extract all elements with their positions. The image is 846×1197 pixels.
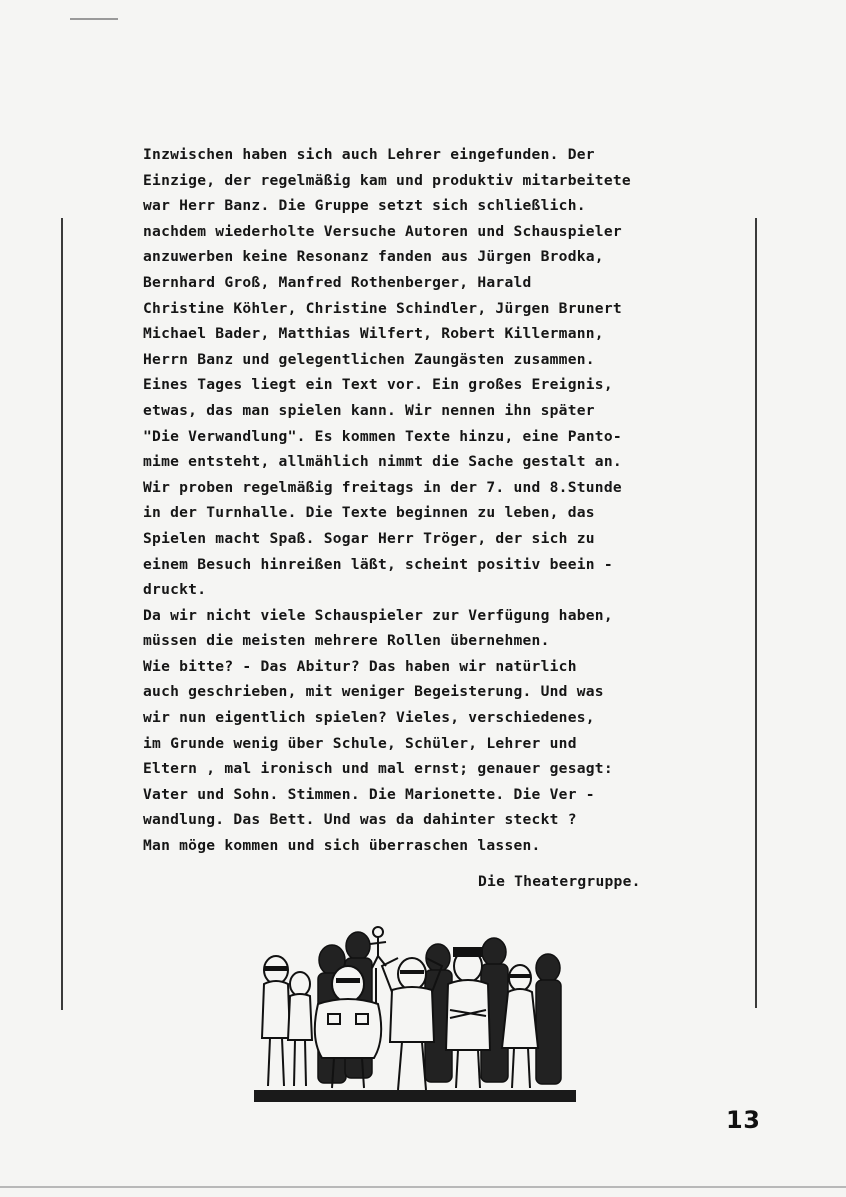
text-line: einem Besuch hinreißen läßt, scheint positiv beein - [143, 555, 613, 573]
text-line: Vater und Sohn. Stimmen. Die Marionette. Die Ver - [143, 785, 595, 803]
text-line: Eines Tages liegt ein Text vor. Ein großes Ereignis, [143, 376, 613, 394]
text-line: druckt. [143, 581, 207, 599]
text-line: "Die Verwandlung". Es kommen Texte hinzu, eine Panto- [143, 427, 622, 445]
right-margin-rule [755, 218, 757, 1008]
left-margin-rule [61, 218, 63, 1010]
text-line: im Grunde wenig über Schule, Schüler, Lehrer und [143, 734, 577, 752]
text-line: Inzwischen haben sich auch Lehrer eingefunden. Der [143, 146, 595, 163]
text-line: anzuwerben keine Resonanz fanden aus Jürgen Brodka, [143, 248, 604, 266]
text-line: Einzige, der regelmäßig kam und produktiv mitarbeitete [143, 171, 631, 189]
text-line: Herrn Banz und gelegentlichen Zaungästen zusammen. [143, 350, 595, 368]
text-line: Wie bitte? - Das Abitur? Das haben wir natürlich [143, 657, 577, 675]
text-line: Bernhard Groß, Manfred Rothenberger, Harald [143, 273, 532, 291]
text-line: auch geschrieben, mit weniger Begeisterung. Und was [143, 683, 604, 701]
text-line: Man möge kommen und sich überraschen lassen. [143, 837, 541, 855]
text-line: war Herr Banz. Die Gruppe setzt sich schließlich. [143, 197, 586, 215]
text-line: nachdem wiederholte Versuche Autoren und Schauspieler [143, 222, 622, 240]
signature: Die Theatergruppe. [478, 873, 641, 890]
text-line: Eltern , mal ironisch und mal ernst; genauer gesagt: [143, 760, 613, 778]
text-line: in der Turnhalle. Die Texte beginnen zu leben, das [143, 504, 595, 522]
text-line: wir nun eigentlich spielen? Vieles, verschiedenes, [143, 709, 595, 727]
body-text [143, 142, 723, 859]
theater-group-illustration [248, 918, 580, 1110]
text-line: wandlung. Das Bett. Und was da dahinter steckt ? [143, 811, 577, 829]
text-line: Wir proben regelmäßig freitags in der 7. und 8.Stunde [143, 478, 622, 496]
scan-artifact [70, 18, 118, 20]
text-line: müssen die meisten mehrere Rollen übernehmen. [143, 632, 550, 650]
text-line: Michael Bader, Matthias Wilfert, Robert Killermann, [143, 325, 604, 343]
text-line: Da wir nicht viele Schauspieler zur Verfügung haben, [143, 606, 613, 624]
text-line: Christine Köhler, Christine Schindler, Jürgen Brunert [143, 299, 622, 317]
page-number: 13 [726, 1106, 761, 1134]
text-line: etwas, das man spielen kann. Wir nennen ihn später [143, 401, 595, 419]
page-bottom-edge [0, 1186, 846, 1188]
text-line: Spielen macht Spaß. Sogar Herr Tröger, der sich zu [143, 529, 595, 547]
text-line: mime entsteht, allmählich nimmt die Sache gestalt an. [143, 453, 622, 471]
